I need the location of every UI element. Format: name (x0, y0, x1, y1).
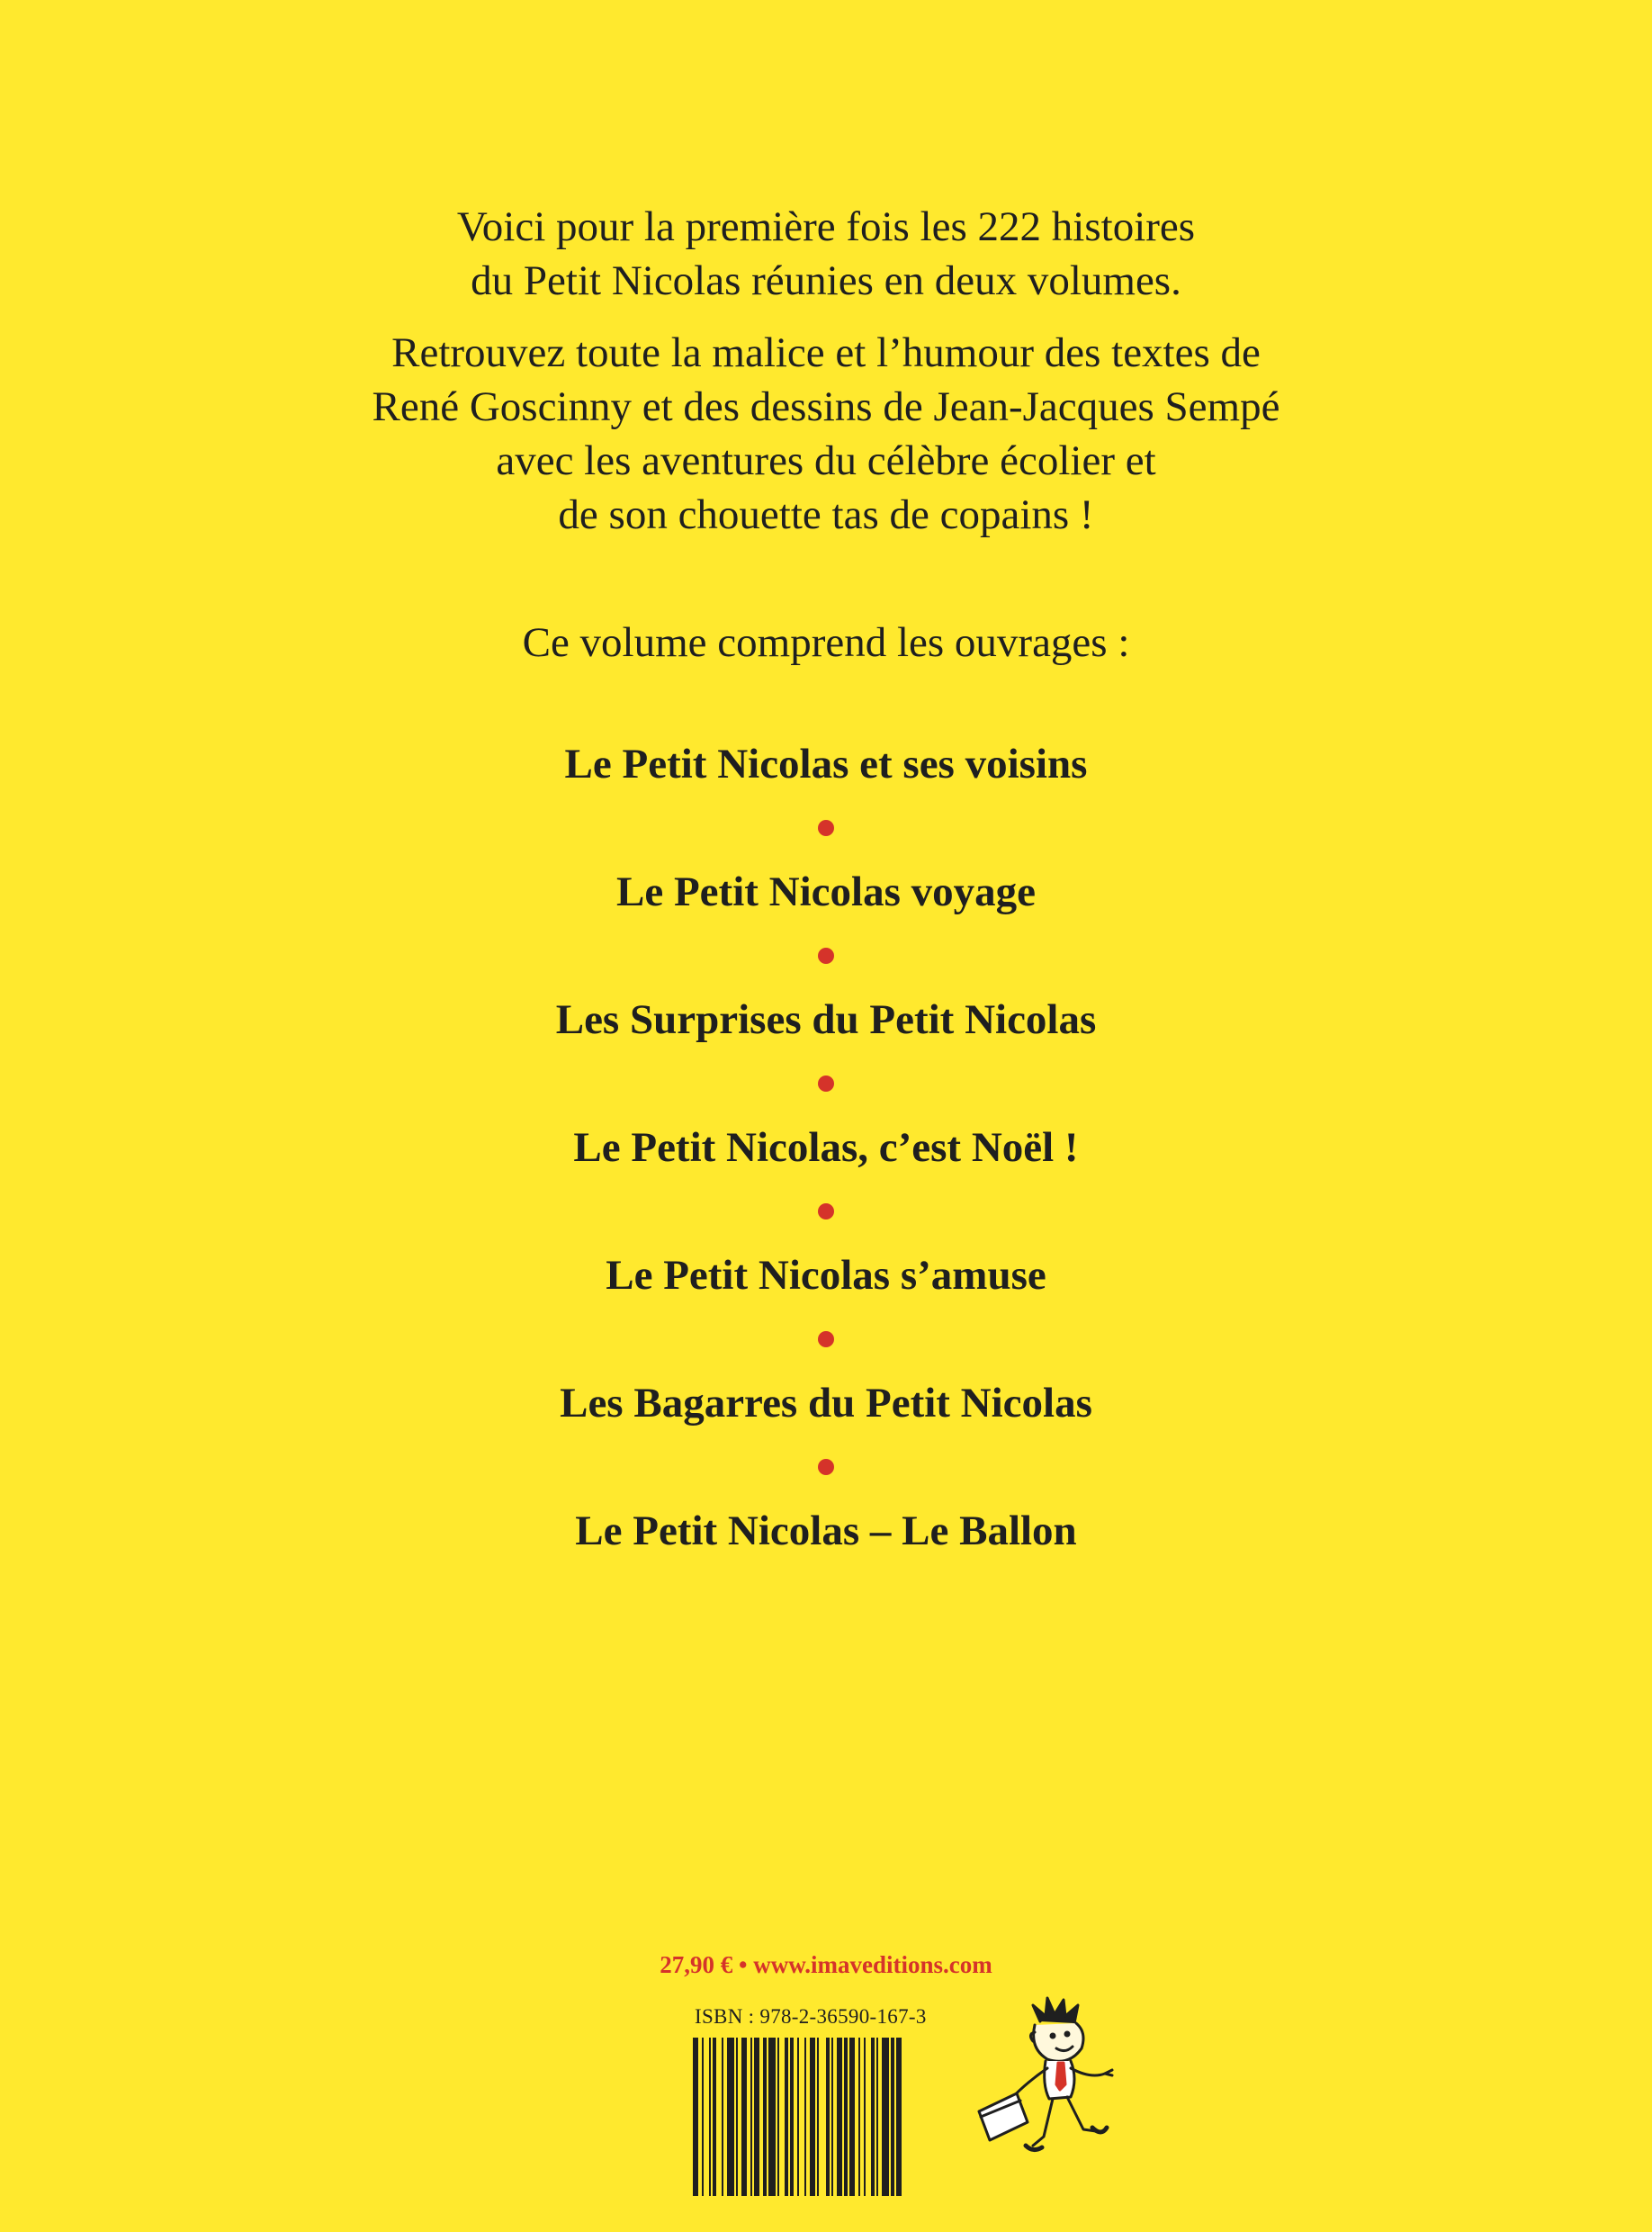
contents-intro: Ce volume comprend les ouvrages : (522, 619, 1130, 666)
barcode-bar (817, 2038, 819, 2196)
bullet-separator (0, 1179, 1652, 1244)
book-title: Le Petit Nicolas, c’est Noël ! (573, 1124, 1079, 1171)
book-title: Le Petit Nicolas s’amuse (606, 1252, 1046, 1299)
book-title: Le Petit Nicolas voyage (616, 868, 1036, 915)
barcode-bar (858, 2038, 860, 2196)
bullet-separator (0, 1051, 1652, 1116)
barcode-bar (736, 2038, 738, 2196)
petit-nicolas-running-illustration (970, 1985, 1125, 2183)
barcode-icon (689, 2038, 956, 2196)
barcode-bar (709, 2038, 711, 2196)
barcode-bar (741, 2038, 747, 2196)
barcode-bar (849, 2038, 855, 2196)
red-dot-icon (818, 948, 834, 964)
red-dot-icon (818, 820, 834, 836)
barcode-bar (693, 2038, 698, 2196)
blurb-line: Voici pour la première fois les 222 histoires (456, 203, 1196, 250)
book-title-list (0, 733, 1652, 1562)
barcode-bar (871, 2038, 875, 2196)
website-link[interactable]: www.imaveditions.com (753, 1951, 992, 1978)
book-title: Le Petit Nicolas – Le Ballon (575, 1508, 1077, 1554)
barcode-bar (713, 2038, 716, 2196)
separator: • (739, 1951, 748, 1978)
book-title: Les Bagarres du Petit Nicolas (560, 1380, 1092, 1426)
isbn-label: ISBN : 978-2-36590-167-3 (695, 2005, 927, 2028)
barcode-bar (804, 2038, 806, 2196)
barcode-bar (797, 2038, 799, 2196)
blurb-line: René Goscinny et des dessins de Jean-Jacques Sempé (372, 383, 1280, 430)
barcode-bar (702, 2038, 704, 2196)
blurb-line: avec les aventures du célèbre écolier et (496, 437, 1156, 484)
barcode-bar (864, 2038, 866, 2196)
book-title: Le Petit Nicolas et ses voisins (564, 741, 1088, 788)
price-and-website (0, 1951, 1652, 1979)
barcode-bar (777, 2038, 779, 2196)
price: 27,90 € (660, 1951, 733, 1978)
barcode-bar (837, 2038, 842, 2196)
bullet-separator (0, 796, 1652, 860)
book-title: Les Surprises du Petit Nicolas (555, 996, 1097, 1043)
barcode-bar (750, 2038, 752, 2196)
barcode-bar (844, 2038, 848, 2196)
barcode-bar (727, 2038, 734, 2196)
blurb-paragraph-1 (0, 200, 1652, 308)
bullet-separator (0, 1307, 1652, 1372)
bullet-separator (0, 1435, 1652, 1499)
barcode-bar (810, 2038, 815, 2196)
blurb-line: Retrouvez toute la malice et l’humour des textes de (391, 329, 1261, 376)
barcode-bar (882, 2038, 889, 2196)
barcode-bar (722, 2038, 723, 2196)
red-dot-icon (818, 1331, 834, 1347)
barcode-bar (876, 2038, 878, 2196)
barcode-bar (768, 2038, 776, 2196)
barcode-bar (790, 2038, 794, 2196)
blurb-line: de son chouette tas de copains ! (558, 491, 1094, 538)
red-dot-icon (818, 1076, 834, 1092)
barcode-bar (826, 2038, 830, 2196)
blurb-paragraph-2 (0, 326, 1652, 542)
barcode-bar (785, 2038, 788, 2196)
barcode-bar (891, 2038, 894, 2196)
red-dot-icon (818, 1459, 834, 1475)
barcode-bar (763, 2038, 767, 2196)
blurb-line: du Petit Nicolas réunies en deux volumes. (471, 257, 1181, 304)
bullet-separator (0, 923, 1652, 988)
red-dot-icon (818, 1203, 834, 1220)
barcode-bar (831, 2038, 833, 2196)
barcode-bar (754, 2038, 759, 2196)
barcode-bar (896, 2038, 902, 2196)
